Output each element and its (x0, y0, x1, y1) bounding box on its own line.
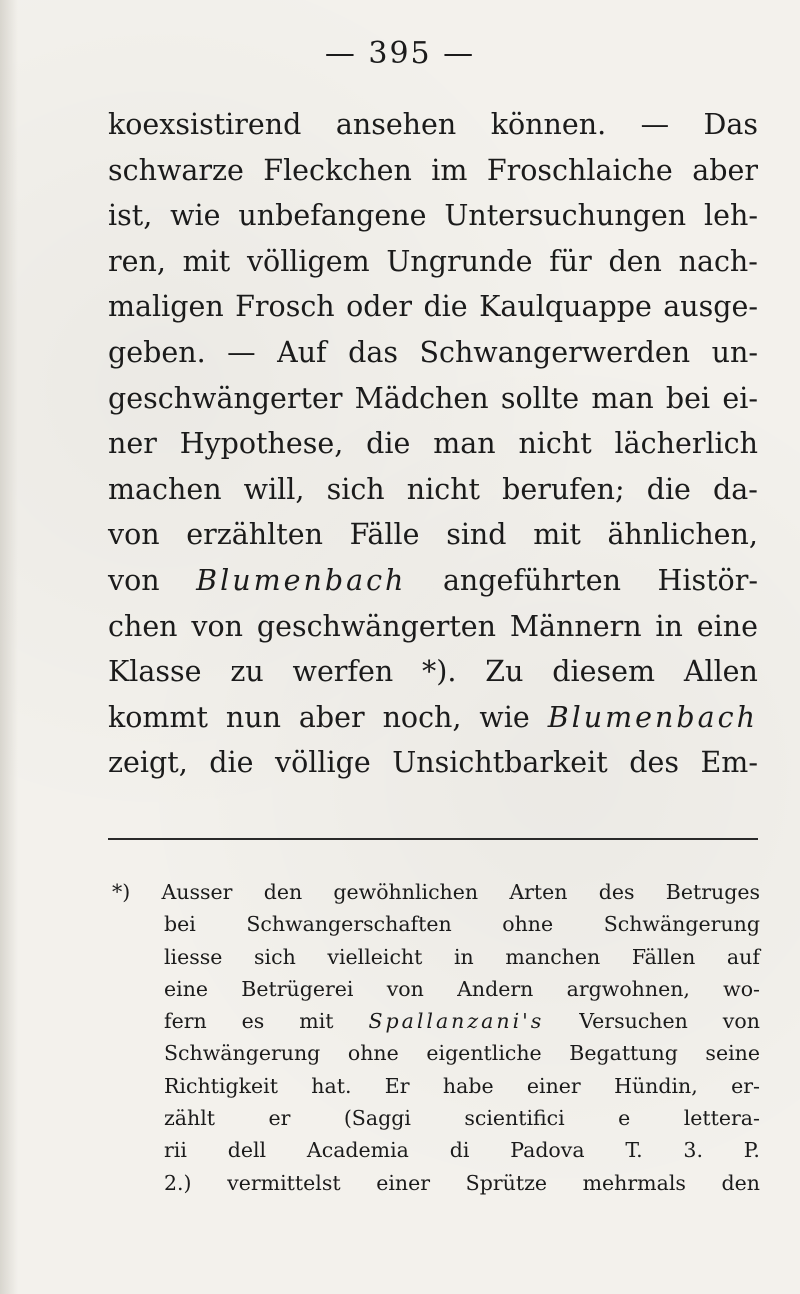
footnote-line (112, 912, 760, 944)
word: un- (711, 335, 758, 369)
word: habe (442, 1073, 494, 1098)
word: T. (625, 1138, 643, 1163)
word: machen (108, 472, 222, 506)
word: liesse (164, 944, 223, 969)
word: angeführten (442, 563, 621, 597)
word: Fälle (349, 518, 420, 552)
body-line (108, 655, 758, 701)
word: für (549, 244, 592, 278)
word: in (655, 609, 683, 643)
word: es (241, 1009, 265, 1034)
word: wie (479, 700, 530, 734)
word: das (348, 335, 398, 369)
word: 2.) (164, 1170, 192, 1195)
word: von (191, 609, 243, 643)
word: Arten (509, 880, 568, 904)
word: diesem (552, 655, 656, 689)
word: Versuchen (579, 1009, 688, 1034)
word: argwohnen, (566, 976, 690, 1001)
word: Spallanzani's (368, 1009, 545, 1034)
word: chen (108, 609, 178, 643)
body-line (108, 154, 758, 200)
body-line (108, 701, 758, 747)
footnote-line (112, 880, 760, 912)
word: ausge- (663, 290, 758, 324)
word: mit (533, 518, 581, 552)
word: mit (299, 1009, 334, 1034)
word: Padova (510, 1138, 585, 1163)
body-text (108, 108, 758, 792)
body-line (108, 108, 758, 154)
word: von (108, 563, 160, 597)
word: wie (170, 199, 221, 233)
word: Hypothese, (179, 427, 344, 461)
word: eine (696, 609, 758, 643)
word: nicht (518, 427, 592, 461)
word: ohne (502, 912, 554, 937)
word: sollte (500, 381, 580, 415)
word: sind (446, 518, 507, 552)
body-line (108, 290, 758, 336)
body-line (108, 473, 758, 519)
body-line (108, 382, 758, 428)
word: Frosch (235, 290, 335, 324)
word: P. (743, 1138, 760, 1163)
word: Klasse (108, 655, 202, 689)
word: maligen (108, 290, 224, 324)
body-line (108, 564, 758, 610)
word: rii (164, 1138, 187, 1163)
word: den (263, 880, 303, 904)
word: von (108, 518, 160, 552)
word: oder (346, 290, 412, 324)
word: er- (731, 1073, 760, 1098)
word: die (366, 427, 411, 461)
word: nicht (406, 472, 481, 506)
word: lettera- (683, 1106, 760, 1131)
word: völlige (275, 746, 371, 780)
word: Unsichtbarkeit (392, 746, 608, 780)
word: des (598, 880, 635, 904)
word: nach- (678, 244, 758, 278)
footnote-line (112, 1106, 760, 1138)
word: des (629, 746, 679, 780)
word: eigentliche (426, 1041, 542, 1066)
word: mit (182, 244, 231, 278)
word: nun (225, 700, 281, 734)
word: völligem (246, 244, 370, 278)
word: Fällen (631, 944, 696, 969)
word: ist, (108, 199, 153, 233)
word: hat. (311, 1073, 352, 1098)
word: von (386, 976, 424, 1001)
word: manchen (505, 944, 601, 969)
word: geschwängerter (108, 381, 343, 415)
word: geben. (108, 335, 206, 369)
word: berufen; (502, 472, 625, 506)
word: vermittelst (227, 1170, 341, 1195)
word: die (423, 290, 468, 324)
word: noch, (382, 700, 462, 734)
word: scientifici (464, 1106, 565, 1131)
footnote-line (112, 1171, 760, 1203)
word: ohne (347, 1041, 399, 1066)
word: Schwängerung (603, 912, 760, 937)
word: Hündin, (614, 1073, 698, 1098)
word: schwarze (108, 153, 244, 187)
word: sich (254, 944, 296, 969)
word: bei (665, 381, 711, 415)
word: da- (713, 472, 758, 506)
word: seine (705, 1041, 760, 1066)
word: e (618, 1106, 631, 1131)
word: — (640, 108, 670, 141)
word: Begattung (569, 1041, 678, 1066)
word: Froschlaiche (486, 153, 673, 187)
body-line (108, 427, 758, 473)
word: Ungrunde (386, 244, 533, 278)
footnote-line (112, 1074, 760, 1106)
word: Untersuchungen (444, 199, 687, 233)
word: erzählten (186, 518, 323, 552)
word: koexsistirend (108, 108, 302, 141)
word: lächerlich (614, 427, 758, 461)
word: Betruges (665, 880, 760, 904)
word: Blumenbach (547, 700, 758, 734)
word: man (433, 427, 496, 461)
word: — (227, 335, 256, 369)
word: Männern (509, 609, 642, 643)
word: von (722, 1009, 760, 1034)
word: Histör- (657, 563, 758, 597)
word: aber (298, 700, 365, 734)
body-line (108, 610, 758, 656)
footnote-line (112, 1009, 760, 1041)
word: im (431, 153, 468, 187)
word: sich (326, 472, 385, 506)
word: Richtigkeit (164, 1073, 278, 1098)
footnote-line (112, 977, 760, 1009)
word: Academia (306, 1138, 409, 1163)
word: in (453, 944, 474, 969)
word: Das (703, 108, 758, 141)
word: gewöhnlichen (333, 880, 479, 904)
word: auf (726, 944, 760, 969)
word: bei (164, 912, 196, 937)
word: wo- (723, 976, 760, 1001)
word: man (591, 381, 654, 415)
word: Schwängerung (164, 1041, 321, 1066)
word: Kaulquappe (479, 290, 652, 324)
word: Allen (683, 655, 758, 689)
word: leh- (704, 199, 758, 233)
word: *) (112, 880, 131, 904)
word: eine (164, 976, 209, 1001)
word: Er (384, 1073, 410, 1098)
word: zu (230, 655, 264, 689)
word: kommt (108, 700, 208, 734)
page-edge-shadow (0, 0, 18, 1294)
word: den (608, 244, 662, 278)
word: ner (108, 427, 157, 461)
word: Schwangerwerden (419, 335, 691, 369)
word: Blumenbach (196, 563, 407, 597)
word: Andern (457, 976, 534, 1001)
footnote-line (112, 1138, 760, 1170)
word: Ausser (161, 880, 233, 904)
word: die (646, 472, 691, 506)
body-line (108, 746, 758, 792)
word: er (268, 1106, 291, 1131)
body-line (108, 336, 758, 382)
word: geschwängerten (256, 609, 497, 643)
word: vielleicht (327, 944, 423, 969)
word: die (209, 746, 254, 780)
word: zählt (164, 1106, 216, 1131)
word: ähnlichen, (607, 518, 758, 552)
word: ansehen (335, 108, 457, 141)
word: einer (526, 1073, 581, 1098)
word: Betrügerei (241, 976, 354, 1001)
word: Auf (277, 335, 327, 369)
footnote-line (112, 945, 760, 977)
word: den (721, 1170, 760, 1195)
word: Fleckchen (263, 153, 412, 187)
word: ren, (108, 244, 166, 278)
word: dell (227, 1138, 267, 1163)
word: ei- (722, 381, 758, 415)
word: Sprütze (465, 1170, 547, 1195)
body-line (108, 518, 758, 564)
footnote-line (112, 1041, 760, 1073)
word: einer (376, 1170, 431, 1195)
word: unbefangene (238, 199, 427, 233)
word: können. (490, 108, 607, 141)
word: werfen (292, 655, 394, 689)
word: Em- (700, 746, 758, 780)
page-number: — 395 — (324, 36, 476, 71)
body-line (108, 245, 758, 291)
body-line (108, 199, 758, 245)
word: aber (692, 153, 758, 187)
word: 3. (683, 1138, 703, 1163)
word: zeigt, (108, 746, 188, 780)
word: (Saggi (343, 1106, 411, 1131)
word: Zu (485, 655, 524, 689)
word: Mädchen (354, 381, 489, 415)
word: mehrmals (582, 1170, 686, 1195)
word: fern (164, 1009, 207, 1034)
word: Schwangerschaften (246, 912, 452, 937)
word: *). (422, 655, 457, 689)
footnote-divider (108, 838, 758, 840)
word: di (449, 1138, 470, 1163)
word: will, (243, 472, 305, 506)
footnote-block (112, 880, 760, 1203)
